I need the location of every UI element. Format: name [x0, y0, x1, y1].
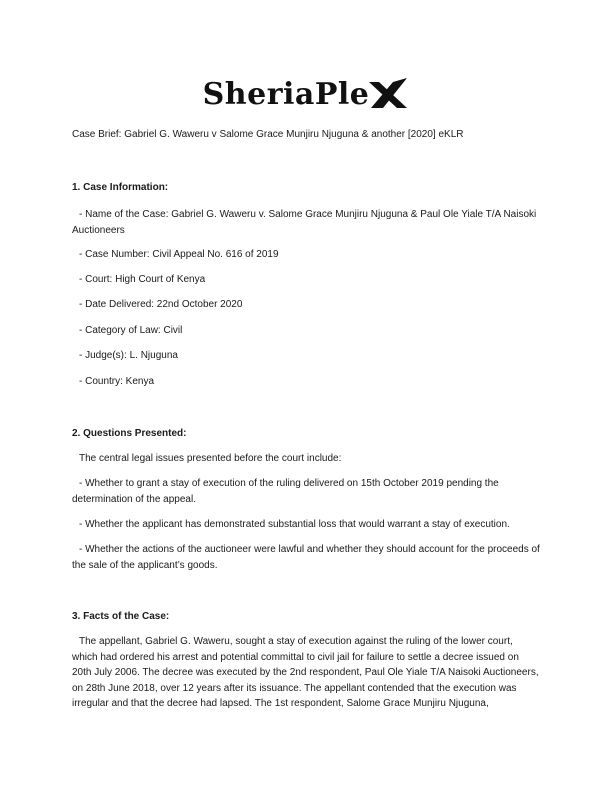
questions-intro: The central legal issues presented before the court include:: [79, 453, 342, 464]
brief-title: Case Brief: Gabriel G. Waweru v Salome Grace Munjiru Njuguna & another [2020] eKLR: [72, 129, 464, 140]
case-info-item: - Case Number: Civil Appeal No. 616 of 2019: [79, 249, 279, 260]
section-heading-facts: 3. Facts of the Case:: [72, 611, 170, 622]
sheriaplex-logo: [0, 78, 612, 112]
question-item: - Whether the applicant has demonstrated substantial loss that would warrant a stay of execution.: [79, 519, 510, 530]
logo-x-mark: [367, 78, 409, 112]
case-info-item: - Category of Law: Civil: [79, 325, 183, 336]
section-heading-case-information: 1. Case Information:: [72, 182, 169, 193]
logo-wordmark: SheriaPle: [202, 77, 370, 112]
question-item: - Whether to grant a stay of execution of the ruling delivered on 15th October 2019 pending the determination of the appeal.: [72, 478, 499, 505]
facts-paragraph: The appellant, Gabriel G. Waweru, sought a stay of execution against the ruling of the lower court, which had ordered his arrest and potential committal to civil jail for failure to settle a decree issued on 20th July 2006. The decree was executed by the 2nd respondent, Paul Ole Yiale T/A Naisoki Auctioneers, on 28th June 2018, over 12 years after its issuance. The appellant contended that the execution was irregular and that the decree had lapsed. The 1st respondent, Salome Grace Munjiru Njuguna,: [72, 636, 539, 709]
case-info-item: - Country: Kenya: [79, 376, 155, 387]
case-info-item: - Court: High Court of Kenya: [79, 274, 206, 285]
question-item: - Whether the actions of the auctioneer were lawful and whether they should account for the proceeds of the sale of the applicant’s goods.: [72, 544, 540, 571]
case-info-item: - Date Delivered: 22nd October 2020: [79, 299, 243, 310]
section-heading-questions-presented: 2. Questions Presented:: [72, 428, 187, 439]
case-info-item: - Name of the Case: Gabriel G. Waweru v. Salome Grace Munjiru Njuguna & Paul Ole Yiale T/A Naisoki Auctioneers: [72, 209, 537, 236]
case-info-item: - Judge(s): L. Njuguna: [79, 350, 178, 361]
